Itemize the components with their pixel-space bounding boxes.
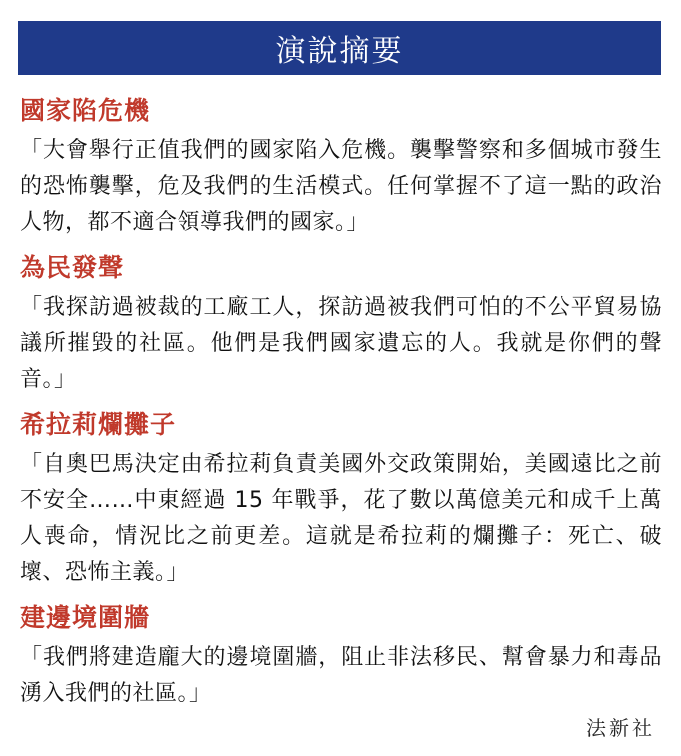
speech-summary: [20, 93, 662, 721]
section-heading: 為民發聲: [20, 253, 125, 282]
section-heading: 國家陷危機: [20, 96, 151, 125]
section-quote: 「我探訪過被裁的工廠工人，探訪過被我們可怕的不公平貿易協議所摧毀的社區。他們是我們國家遺忘的人。我就是你們的聲音。」: [20, 295, 662, 392]
page-title: 演說摘要: [275, 34, 404, 69]
section-heading: 建邊境圍牆: [20, 603, 151, 632]
section-border-wall: [20, 600, 662, 712]
section-national-crisis: [20, 93, 662, 241]
section-hillary-mess: [20, 407, 662, 591]
section-quote: 「大會舉行正值我們的國家陷入危機。襲擊警察和多個城市發生的恐怖襲擊，危及我們的生活模式。任何掌握不了這一點的政治人物，都不適合領導我們的國家。」: [20, 138, 662, 235]
section-voice-for-people: [20, 250, 662, 398]
source-credit: 法新社: [586, 716, 655, 740]
title-banner: [18, 21, 661, 75]
section-heading: 希拉莉爛攤子: [20, 410, 177, 439]
section-quote: 「我們將建造龐大的邊境圍牆，阻止非法移民、幫會暴力和毒品湧入我們的社區。」: [20, 645, 662, 706]
section-quote: 「自奧巴馬決定由希拉莉負責美國外交政策開始，美國遠比之前不安全……中東經過 15 年戰爭，花了數以萬億美元和成千上萬人喪命，情況比之前更差。這就是希拉莉的爛攤子：死亡、破壞、恐怖主義。」: [20, 452, 662, 585]
